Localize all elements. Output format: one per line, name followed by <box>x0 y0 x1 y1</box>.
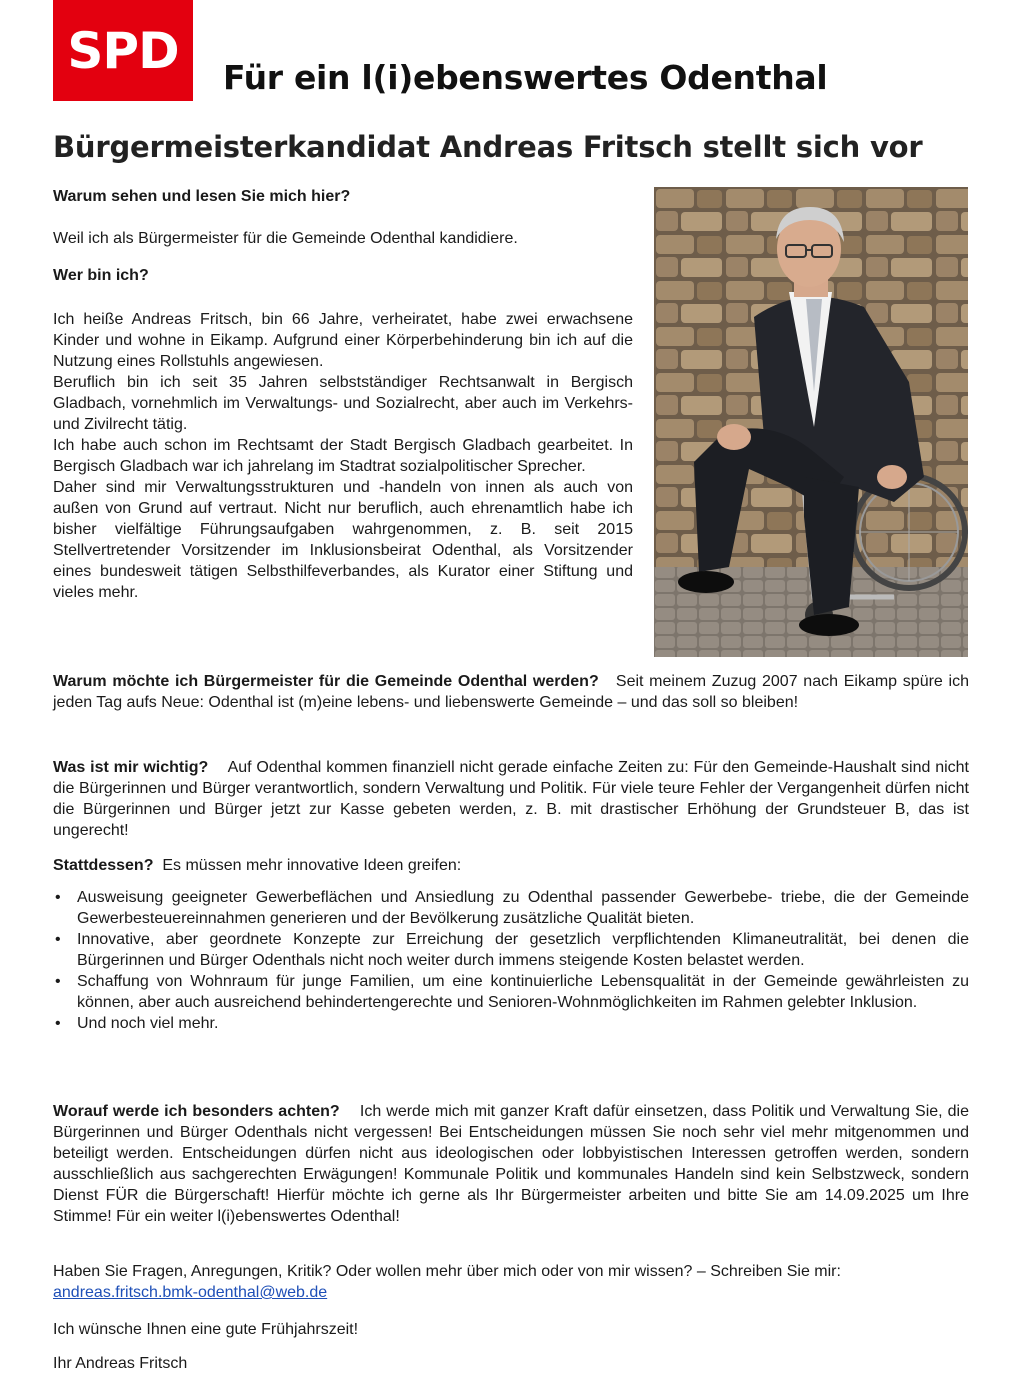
instead-section <box>53 855 969 876</box>
candidate-photo <box>654 187 968 657</box>
question-who-am-i: Wer bin ich? <box>53 267 149 284</box>
question-instead: Stattdessen? <box>53 857 154 874</box>
contact-text: Haben Sie Fragen, Anregungen, Kritik? Oder wollen mehr über mich oder von mir wissen? – Schreiben Sie mir: <box>53 1263 841 1280</box>
email-link[interactable]: andreas.fritsch.bmk-odenthal@web.de <box>53 1284 328 1301</box>
bio-paragraph: Beruflich bin ich seit 35 Jahren selbstständiger Rechtsanwalt in Bergisch Gladbach, vornehmlich im Verwaltungs- und Sozialrecht, aber auch im Verkehrs- und Zivilrecht tätig. <box>53 374 633 433</box>
answer-instead: Es müssen mehr innovative Ideen greifen: <box>162 857 462 874</box>
biography-section <box>53 309 633 603</box>
answer-why-here: Weil ich als Bürgermeister für die Gemeinde Odenthal kandidiere. <box>53 230 518 247</box>
question-important: Was ist mir wichtig? <box>53 759 209 776</box>
answer-why-mayor: Seit meinem Zuzug 2007 nach Eikamp spüre ich jeden Tag aufs Neue: Odenthal ist (m)eine lebens- und liebenswerte Gemeinde – und das soll so bleiben! <box>53 673 969 711</box>
page-subtitle: Bürgermeisterkandidat Andreas Fritsch stellt sich vor <box>53 130 923 164</box>
focus-section <box>53 1101 969 1227</box>
answer-focus: Ich werde mich mit ganzer Kraft dafür einsetzen, dass Politik und Verwaltung Sie, die Bürgerinnen und Bürger Odenthals nicht vergessen! Bei Entscheidungen müssen Sie noch sehr viel mehr mitgenommen und beteiligt werden. Entscheidungen dürfen nicht aus ideologischen oder lobbyistischen Interessen getroffen werden, sondern ausschließlich aus sachgerechten Erwägungen! Kommunale Politik und kommunales Handeln sind kein Selbstzweck, sondern Dienst FÜR die Bürgerschaft! Hierfür möchte ich gerne als Ihr Bürgermeister arbeiten und bitte Sie am 14.09.2025 um Ihre Stimme! Für ein weiter l(i)ebenswertes Odenthal! <box>53 1103 969 1225</box>
spd-logo: SPD <box>53 0 193 101</box>
question-why-mayor: Warum möchte ich Bürgermeister für die Gemeinde Odenthal werden? <box>53 673 599 690</box>
list-item: • Und noch viel mehr. <box>53 1013 969 1034</box>
answer-important: Auf Odenthal kommen finanziell nicht gerade einfache Zeiten zu: Für den Gemeinde-Haushalt sind nicht die Bürgerinnen und Bürger verantwortlich, sondern Verwaltung und Politik. Für viele teure Fehler der Vergangenheit dürfen nicht die Bürgerinnen und Bürger jetzt zur Kasse gebeten werden, z. B. mit drastischer Erhöhung der Grundsteuer B, das ist ungerecht! <box>53 759 969 839</box>
important-section <box>53 757 969 841</box>
list-item: • Ausweisung geeigneter Gewerbeflächen und Ansiedlung zu Odenthal passender Gewerbebe- triebe, die der Gemeinde Gewerbesteuereinnahmen generieren und der Bevölkerung zusätzliche Qualität bieten. <box>53 887 969 929</box>
list-item: • Schaffung von Wohnraum für junge Familien, um eine kontinuierliche Lebensqualität in der Gemeinde gewährleisten zu können, aber auch ausreichend behindertengerechte und Senioren-Wohnmöglichkeiten im Rahmen gelebter Inklusion. <box>53 971 969 1013</box>
contact-section <box>53 1261 969 1303</box>
bio-paragraph: Daher sind mir Verwaltungsstrukturen und -handeln von innen als auch von außen von Grund auf vertraut. Nicht nur beruflich, auch ehrenamtlich habe ich bisher vielfältige Führungsaufgaben wahrgenommen, z. B. seit 2015 Stellvertretender Vorsitzender im Inklusionsbeirat Odenthal, als Vorsitzender eines bundesweit tätigen Selbsthilfeverbandes, als Kurator einer Stiftung und vieles mehr. <box>53 479 633 601</box>
bio-paragraph: Ich heiße Andreas Fritsch, bin 66 Jahre, verheiratet, habe zwei erwachsene Kinder und wohne in Eikamp. Aufgrund einer Körperbehinderung bin ich auf die Nutzung eines Rollstuhls angewiesen. <box>53 311 633 370</box>
question-why-here: Warum sehen und lesen Sie mich hier? <box>53 188 351 205</box>
closing-wish: Ich wünsche Ihnen eine gute Frühjahrszeit! <box>53 1321 359 1338</box>
bio-paragraph: Ich habe auch schon im Rechtsamt der Stadt Bergisch Gladbach gearbeitet. In Bergisch Gladbach war ich jahrelang im Stadtrat sozialpolitischer Sprecher. <box>53 437 633 475</box>
campaign-headline: Für ein l(i)ebenswertes Odenthal <box>223 58 828 97</box>
ideas-list <box>53 887 969 1034</box>
signature: Ihr Andreas Fritsch <box>53 1355 188 1372</box>
question-focus: Worauf werde ich besonders achten? <box>53 1103 340 1120</box>
list-item: • Innovative, aber geordnete Konzepte zur Erreichung der gesetzlich verpflichtenden Klimaneutralität, bei denen die Bürgerinnen und Bürger Odenthals nicht noch weiter durch immens steigende Kosten belastet werden. <box>53 929 969 971</box>
why-mayor-section <box>53 671 969 713</box>
